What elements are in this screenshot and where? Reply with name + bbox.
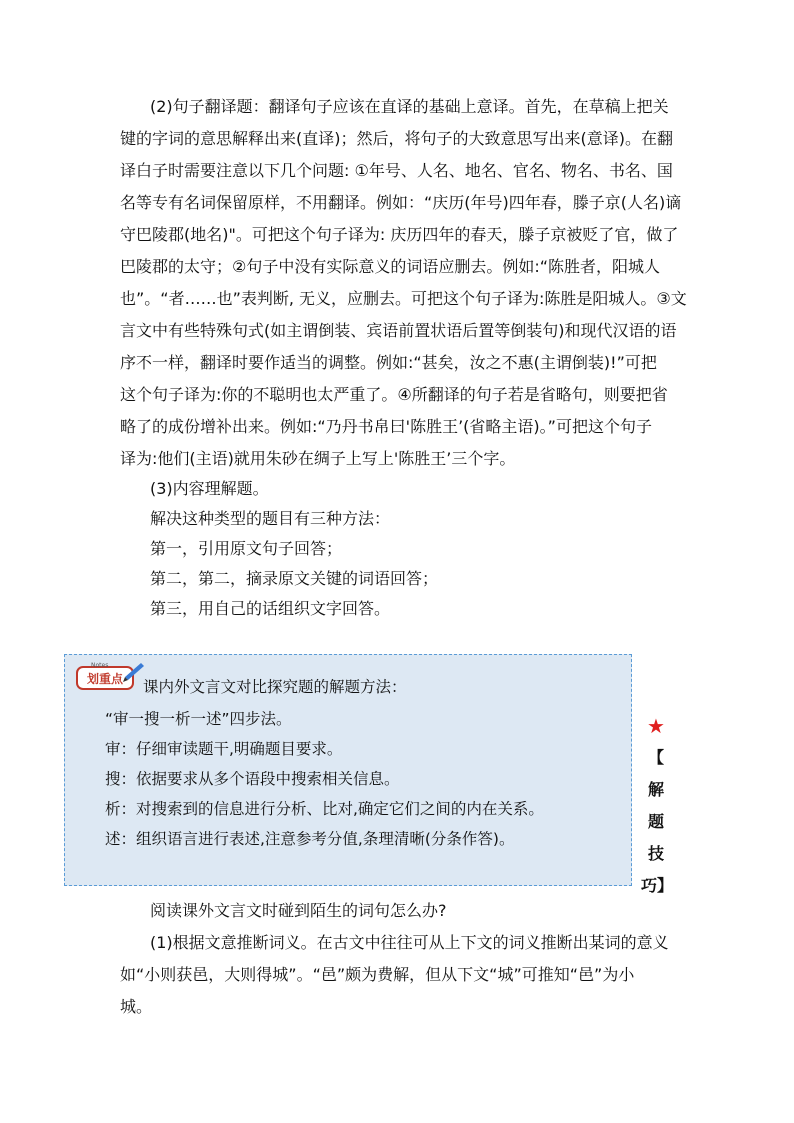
text-line: (3)内容理解题。 [150,479,269,498]
callout-line: 搜：依据要求从多个语段中搜索相关信息。 [105,770,400,788]
side-char: 技 [647,844,664,863]
text-line: (1)根据文意推断词义。在古文中往往可从上下文的词义推断出某词的意义 [150,933,669,952]
text-line: 第三，用自己的话组织文字回答。 [150,599,391,618]
text-line: 键的字词的意思解释出来(直译)；然后，将句子的大致意思写出来(意译)。在翻 [120,129,673,148]
callout-line: 析：对搜索到的信息进行分析、比对,确定它们之间的内在关系。 [105,800,544,818]
text-line: 守巴陵郡(地名)"。可把这个句子译为: 庆历四年的春天，滕子京被贬了官，做了 [120,225,679,244]
text-line: 如“小则获邑，大则得城”。“邑”颇为费解，但从下文“城”可推知“邑”为小 [120,965,635,984]
side-char: 解 [647,780,664,799]
text-line: 城。 [120,997,153,1016]
badge-small-label: Notes [91,662,109,669]
side-char-last: 巧】 [641,876,674,895]
text-line: 言文中有些特殊句式(如主谓倒装、宾语前置状语后置等倒装句)和现代汉语的语 [120,321,677,340]
side-bracket-open: 【 [647,748,664,767]
text-line: 第一，引用原文句子回答； [150,539,343,558]
text-line: 这个句子译为:你的不聪明也太严重了。④所翻译的句子若是省略句，则要把省 [120,385,668,404]
text-line: 略了的成份增补出来。例如:“乃丹书帛曰'陈胜王’(省略主语)。”可把这个句子 [120,417,652,436]
key-points-badge-icon [75,659,145,693]
key-points-callout [64,654,632,886]
callout-title: 课内外文言文对比探究题的解题方法： [143,678,407,696]
callout-line: “审一搜一析一述”四步法。 [105,710,292,728]
callout-line: 审：仔细审读题干,明确题目要求。 [105,740,343,758]
text-line: 译为:他们(主语)就用朱砂在绸子上写上'陈胜王’三个字。 [120,449,516,468]
side-label-problem-solving-tips [641,710,674,902]
side-char: 题 [647,812,664,831]
callout-line: 述：组织语言进行表述,注意参考分值,条理清晰(分条作答)。 [105,830,515,848]
text-line: 第二，第二，摘录原文关键的词语回答； [150,569,439,588]
star-icon: ★ [647,714,665,738]
text-line: (2)句子翻译题：翻译句子应该在直译的基础上意译。首先，在草稿上把关 [150,97,669,116]
text-line: 也”。“者……也”表判断, 无义，应删去。可把这个句子译为:陈胜是阳城人。③文 [120,289,687,308]
badge-label: 划重点 [86,672,124,686]
text-line: 译白子时需要注意以下几个问题: ①年号、人名、地名、官名、物名、书名、国 [120,161,673,180]
text-line: 解决这种类型的题目有三种方法： [150,509,391,528]
text-line: 阅读课外文言文时碰到陌生的词句怎么办? [150,901,447,920]
text-line: 名等专有名词保留原样，不用翻译。例如：“庆历(年号)四年春，滕子京(人名)谪 [120,193,682,212]
text-line: 巴陵郡的太守；②句子中没有实际意义的词语应删去。例如:“陈胜者，阳城人 [120,257,661,276]
text-line: 序不一样，翻译时要作适当的调整。例如:“甚矣，汝之不惠(主谓倒装)!”可把 [120,353,657,372]
